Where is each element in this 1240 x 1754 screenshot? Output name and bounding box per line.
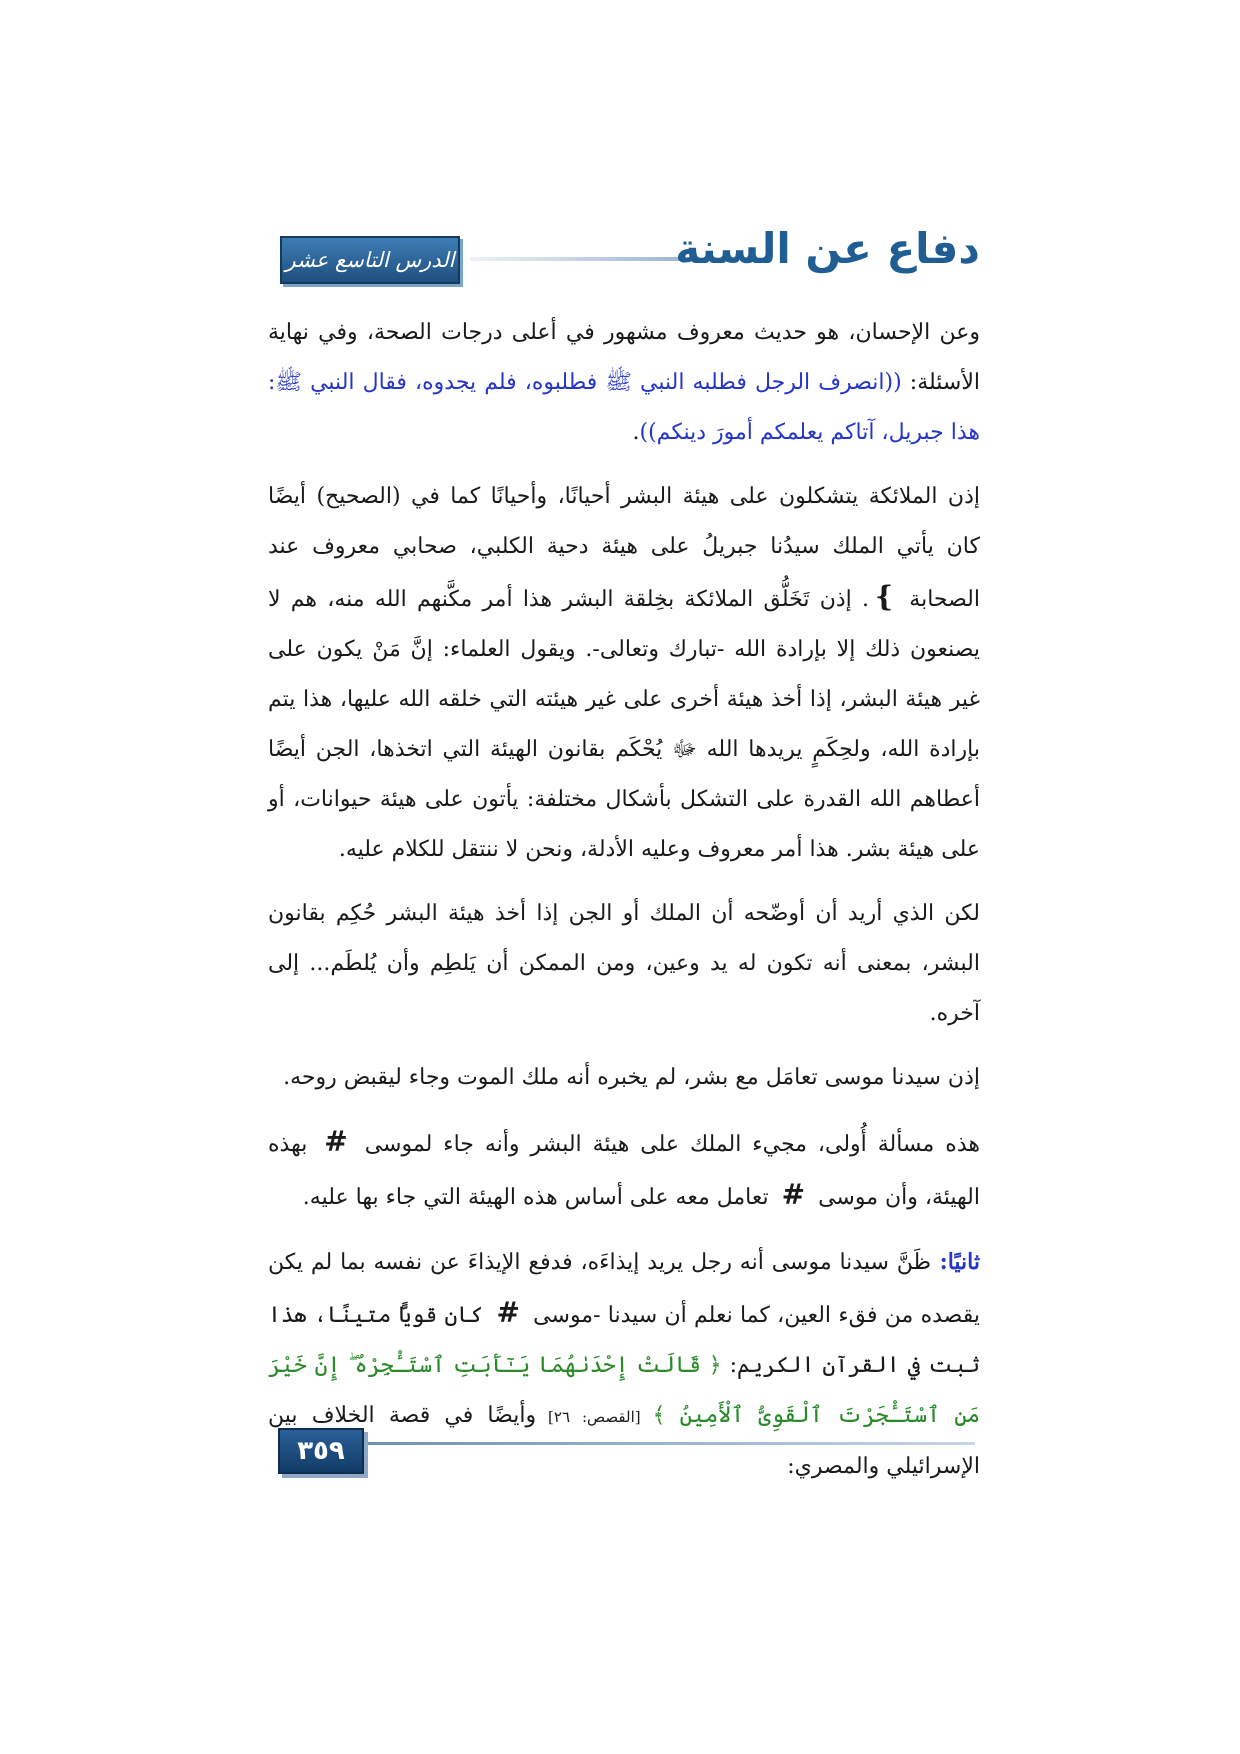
honorific-symbol: }: [875, 580, 894, 613]
paragraph-6-part2: كان قويًّا متينًا، هذا ثبت في القرآن الكريم:: [268, 1303, 980, 1378]
hadith-quote: ((انصرف الرجل فطلبه النبي ﷺ فطلبوه، فلم يجدوه، فقال النبي ﷺ: هذا جبريل، آتاكم يعلمكم أمورَ دينكم)): [268, 370, 980, 445]
honorific-symbol: #: [324, 1125, 348, 1158]
honorific-symbol: #: [496, 1296, 520, 1329]
paragraph-1-end: .: [632, 420, 640, 445]
paragraph-2-part2: . إذن تَخَلُّق الملائكة بخِلقة البشر هذا أمر مكَّنهم الله منه، هم لا يصنعون ذلك إلا بإرادة الله -تبارك وتعالى-. ويقول العلماء: إنَّ مَنْ يكون على غير هيئة البشر، إذا أخذ هيئة أخرى على غير هيئته التي خلقه الله عليها، هذا يتم بإرادة الله، ولحِكَمٍ يريدها الله ﷻ يُحْكَم بقانون الهيئة التي اتخذها، الجن أيضًا أعطاهم الله القدرة على التشكل بأشكال مختلفة: يأتون على هيئة حيوانات، أو على هيئة بشر. هذا أمر معروف وعليه الأدلة، ونحن لا ننتقل للكلام عليه.: [268, 587, 980, 862]
paragraph-2: [268, 472, 980, 875]
book-title: دفاع عن السنة: [675, 224, 980, 273]
paragraph-6-part1: ظَنَّ سيدنا موسى أنه رجل يريد إيذاءَه، فدفع الإيذاءَ عن نفسه بما لم يكن يقصده من فقء العين، كما نعلم أن سيدنا -موسى: [268, 1250, 980, 1328]
paragraph-1-intro: وعن الإحسان، هو حديث معروف مشهور في أعلى درجات الصحة، وفي نهاية الأسئلة:: [268, 320, 981, 395]
footer-rule: [355, 1442, 975, 1445]
header-rule: [470, 257, 680, 261]
paragraph-3: لكن الذي أريد أن أوضّحه أن الملك أو الجن إذا أخذ هيئة البشر حُكِم بقانون البشر، بمعنى أنه تكون له يد وعين، ومن الممكن أن يَلطِم وأن يُلطَم... إلى آخره.: [268, 901, 980, 1026]
honorific-symbol: #: [781, 1178, 806, 1211]
paragraph-6-part3: وأيضًا في قصة الخلاف بين الإسرائيلي والمصري:: [268, 1403, 980, 1479]
paragraph-4: إذن سيدنا موسى تعامَل مع بشر، لم يخبره أنه ملك الموت وجاء ليقبض روحه.: [283, 1065, 980, 1090]
paragraph-5-part3: تعامل معه على أساس هذه الهيئة التي جاء بها عليه.: [302, 1185, 776, 1210]
quran-verse: ﴿ قَالَتْ إِحْدَىٰهُمَا يَـٰٓأَبَتِ ٱسْتَـْٔجِرْهُ ۖ إِنَّ خَيْرَ مَنِ ٱسْتَـْٔجَرْتَ ٱلْقَوِىُّ ٱلْأَمِينُ ﴾: [268, 1353, 980, 1428]
main-text: [268, 308, 980, 1506]
page-number: ٣٥٩: [278, 1428, 364, 1474]
paragraph-5: [268, 1117, 980, 1223]
verse-citation: [القصص: ٢٦]: [536, 1408, 653, 1426]
paragraph-2-part1: إذن الملائكة يتشكلون على هيئة البشر أحيانًا، وأحيانًا كما في (الصحيح) أيضًا كان يأتي الملك سيدُنا جبريلُ على هيئة دحية الكلبي، صحابي معروف عند الصحابة: [268, 484, 980, 612]
paragraph-6: [268, 1237, 980, 1492]
paragraph-5-part2: بهذه الهيئة، وأن موسى: [268, 1132, 980, 1210]
page-header: [270, 224, 980, 296]
paragraph-1: [268, 308, 980, 458]
paragraph-5-part1: هذه مسألة أُولى، مجيء الملك على هيئة البشر وأنه جاء لموسى: [353, 1132, 980, 1157]
lesson-badge: الدرس التاسع عشر: [280, 236, 460, 284]
section-label: ثانيًا:: [931, 1249, 980, 1275]
